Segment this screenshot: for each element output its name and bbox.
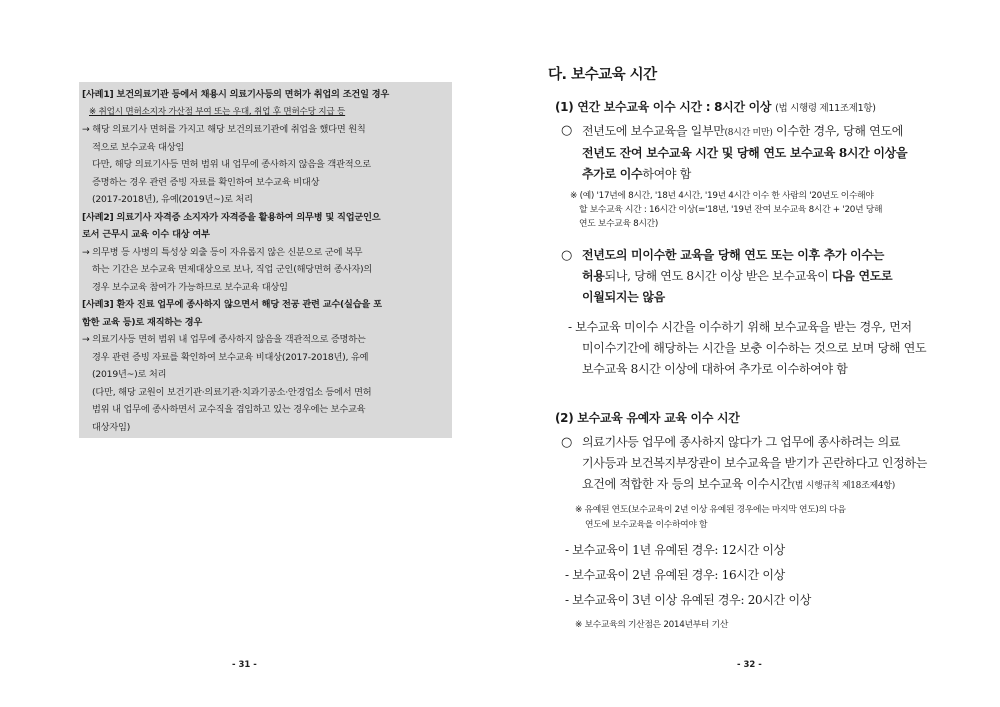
dash-paragraph-line: 미이수기간에 해당하는 시간을 보충 이수하는 것으로 보며 당해 연도 (582, 341, 927, 355)
bullet-1-line (582, 143, 907, 164)
bullet-3-line: 기사등과 보건복지부장관이 보수교육을 받기가 곤란하다고 인정하는 (582, 456, 928, 470)
deferral-hours-item: - 보수교육이 3년 이상 유예된 경우: 20시간 이상 (565, 593, 812, 607)
bullet-2-line (582, 287, 665, 308)
text: 추가로 이수 (582, 167, 643, 181)
case2-line: 경우 보수교육 참여가 가능하므로 보수교육 대상임 (92, 281, 288, 293)
bullet-1-line (582, 164, 691, 185)
text: 전년도의 미이수한 교육을 당해 연도 또는 이후 추가 이수는 (582, 248, 885, 262)
text: 되나, 당해 연도 8시간 이상 받은 보수교육이 (604, 269, 833, 283)
deferral-hours-item: - 보수교육이 1년 유예된 경우: 12시간 이상 (565, 543, 785, 557)
example-note-line: 할 보수교육 시간 : 16시간 이상(='18년, '19년 잔여 보수교육 8시간 + '20년 당해 (579, 205, 883, 215)
case1-title: [사례1] 보건의료기관 등에서 채용시 의료기사등의 면허가 취업의 조건일 경우 (82, 89, 390, 100)
case3-line: → 의료기사등 면허 범위 내 업무에 종사하지 않음을 객관적으로 증명하는 (82, 334, 366, 345)
subsection-1-label: (1) 연간 보수교육 이수 시간 : 8시간 이상 (555, 100, 772, 114)
text: 이수한 경우, 당해 연도에 (772, 124, 904, 138)
case3-line: (2019년~)로 처리 (92, 369, 167, 380)
subsection-1-title (555, 98, 876, 115)
deferral-note-line: 연도에 보수교육을 이수하여야 함 (585, 520, 708, 530)
deferral-hours-item: - 보수교육이 2년 유예된 경우: 16시간 이상 (565, 568, 785, 582)
case3-line: 경우 관련 증빙 자료를 확인하여 보수교육 비대상(2017-2018년), 유예 (92, 351, 369, 363)
section-title: 다. 보수교육 시간 (548, 67, 657, 83)
case3-line: 대상자임) (92, 421, 131, 433)
case1-line: → 해당 의료기사 면허를 가지고 해당 보건의료기관에 취업을 했다면 원칙 (82, 124, 366, 135)
circle-bullet-icon: ○ (561, 248, 573, 263)
dash-paragraph-line: - 보수교육 미이수 시간을 이수하기 위해 보수교육을 받는 경우, 먼저 (568, 320, 912, 334)
bullet-3-line: 의료기사등 업무에 종사하지 않다가 그 업무에 종사하려는 의료 (582, 435, 901, 449)
case3-line: 범위 내 업무에 종사하면서 교수직을 겸임하고 있는 경우에는 보수교육 (92, 404, 366, 415)
case2-line: → 의무병 등 사병의 특성상 외출 등이 자유롭지 않은 신분으로 군에 복무 (82, 246, 363, 258)
case1-line: 적으로 보수교육 대상임 (92, 141, 185, 153)
case3-title: 함한 교육 등)로 재직하는 경우 (82, 316, 203, 328)
page-number: - 32 - (737, 660, 762, 670)
text: 전년도에 보수교육을 일부만 (582, 124, 725, 138)
text: 허용 (582, 269, 605, 283)
text: 전년도 잔여 보수교육 시간 및 당해 연도 보수교육 8시간 이상을 (582, 146, 908, 160)
dash-paragraph-line: 보수교육 8시간 이상에 대하여 추가로 이수하여야 함 (582, 362, 848, 376)
case2-line: 하는 기간은 보수교육 면제대상으로 보나, 직업 군인(해당면허 종사자)의 (92, 264, 373, 275)
text: (8시간 미만) (724, 128, 773, 138)
circle-bullet-icon: ○ (561, 435, 573, 450)
case1-line: (2017-2018년), 유예(2019년~)로 처리 (92, 194, 253, 205)
text: (법 시행규칙 제18조제4항) (791, 481, 895, 491)
case1-line: 증명하는 경우 관련 증빙 자료를 확인하여 보수교육 비대상 (92, 176, 320, 188)
case2-title: 로서 근무시 교육 이수 대상 여부 (82, 229, 210, 240)
case-examples-box (79, 82, 452, 438)
case1-note: ※ 취업시 면허소지자 가산점 부여 또는 우대, 취업 후 면허수당 지급 등 (89, 106, 346, 117)
bullet-2-line (582, 266, 892, 287)
case3-line: (다만, 해당 교원이 보건기관·의료기관·치과기공소·안경업소 등에서 면허 (92, 386, 372, 398)
example-note-line: ※ (예) '17년에 8시간, '18년 4시간, '19년 4시간 이수 한 사람의 '20년도 이수해야 (570, 191, 874, 201)
deferral-note-line: ※ 유예된 연도(보수교육이 2년 이상 유예된 경우에는 마지막 연도)의 다음 (575, 505, 846, 515)
case1-line: 다만, 해당 의료기사등 면허 범위 내 업무에 종사하지 않음을 객관적으로 (92, 159, 371, 170)
subsection-2-title: (2) 보수교육 유예자 교육 이수 시간 (555, 411, 740, 425)
bullet-1-line (582, 121, 903, 144)
case3-title: [사례3] 환자 진료 업무에 종사하지 않으면서 해당 전공 관련 교수(실습을 포 (82, 299, 382, 310)
bullet-2-line (582, 245, 884, 266)
circle-bullet-icon: ○ (561, 123, 573, 138)
text: 이월되지는 않음 (582, 290, 665, 304)
start-point-note: ※ 보수교육의 기산점은 2014년부터 기산 (575, 620, 729, 630)
page-number: - 31 - (232, 660, 257, 670)
example-note-line: 연도 보수교육 8시간) (579, 219, 659, 229)
subsection-1-law-ref: (법 시행령 제11조제1항) (775, 103, 876, 114)
bullet-3-line (582, 474, 895, 497)
case2-title: [사례2] 의료기사 자격증 소지자가 자격증을 활용하여 의무병 및 직업군인으 (82, 211, 381, 223)
text: 다음 연도로 (832, 269, 893, 283)
text: 하여야 함 (642, 167, 692, 181)
page-32 (500, 0, 1000, 707)
text: 요건에 적합한 자 등의 보수교육 이수시간 (582, 477, 792, 491)
